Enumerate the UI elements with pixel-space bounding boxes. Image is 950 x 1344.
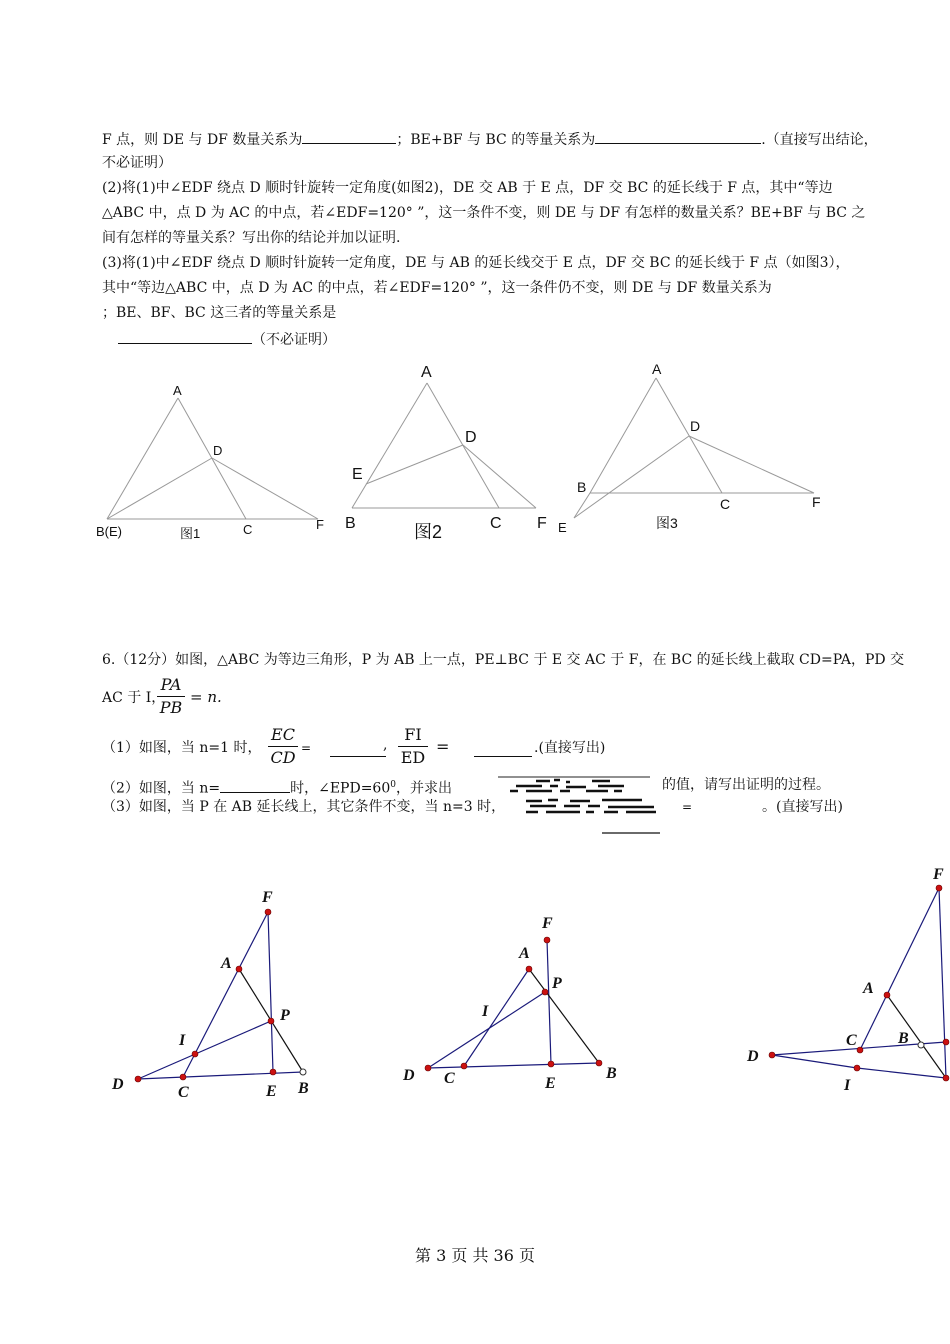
fig2-label-a: A [421, 364, 432, 381]
fraction-num: PA [160, 675, 182, 694]
figA-point-i [192, 1051, 198, 1057]
garbled-formula-image [496, 773, 652, 795]
q1-comma: , [383, 737, 388, 753]
figB-point-f [544, 937, 550, 943]
figC-label-c: C [846, 1032, 857, 1049]
fig1-label-d: D [213, 443, 223, 458]
p5-line-9-text: （不必证明） [252, 332, 336, 348]
fig2-side-ab [352, 383, 427, 508]
q1-prefix: （1）如图，当 n=1 时， [102, 740, 262, 756]
figures-part6 [0, 850, 950, 1110]
figB-label-d: D [403, 1067, 415, 1084]
fig3-label-c: C [720, 496, 731, 512]
p5-line-5: 间有怎样的等量关系？写出你的结论并加以证明. [102, 230, 401, 246]
q3-eq: = [682, 800, 693, 814]
figB-label-f: F [542, 915, 553, 932]
answer-blank [220, 778, 290, 793]
q1-eq2: = [436, 737, 450, 756]
figB-point-p [542, 989, 548, 995]
fig3-seg-df [689, 436, 814, 493]
figA-point-c [180, 1074, 186, 1080]
fraction-pa-pb [157, 675, 185, 718]
fig2-label-e: E [352, 466, 363, 483]
figB-label-b: B [606, 1065, 617, 1082]
p5-line-2: 不必证明） [102, 155, 172, 171]
fig1-label-be: B(E) [96, 524, 122, 539]
figA-point-p [268, 1018, 274, 1024]
figA-point-a [236, 966, 242, 972]
q1-eq1: = [301, 741, 312, 755]
figC-point-a [884, 992, 890, 998]
fig1-label-a: A [173, 383, 182, 398]
fraction-bar [398, 746, 428, 747]
figB-point-d [425, 1065, 431, 1071]
figC-label-i: I [844, 1077, 851, 1094]
fraction-eq-n: = n. [190, 688, 222, 706]
figC-point-right-mid [943, 1039, 949, 1045]
figA-line-db [138, 1072, 303, 1079]
figC-point-f [936, 885, 942, 891]
figures-1-3 [0, 0, 950, 560]
fraction-bar [157, 696, 185, 697]
figA-point-f [265, 909, 271, 915]
figC-line-di [772, 1055, 857, 1068]
p5-line-4: △ABC 中，点 D 为 AC 的中点，若∠EDF=120° ”，这一条件不变，则 DE 与 DF 有怎样的数量关系？BE+BF 与 BC 之 [102, 205, 866, 221]
fig2-label-d: D [465, 429, 477, 446]
fraction-bar [268, 746, 298, 747]
figB-line-db [428, 1063, 599, 1068]
p5-line-1a: F 点，则 DE 与 DF 数量关系为 [102, 132, 303, 148]
figA-label-d: D [112, 1076, 124, 1093]
fraction-den: ED [400, 748, 426, 767]
fig3-label-e: E [558, 520, 567, 535]
q2-angle: 时，∠EPD=60 [290, 780, 391, 797]
figB-label-i: I [482, 1003, 489, 1020]
figB-label-e: E [545, 1075, 556, 1092]
fig2-seg-df [463, 445, 536, 508]
q3-prefix: （3）如图，当 P 在 AB 延长线上，其它条件不变，当 n=3 时， [102, 799, 506, 815]
fig3-side-ab [590, 378, 656, 493]
answer-blank [330, 742, 386, 757]
answer-blank [474, 742, 532, 757]
figB-point-b [596, 1060, 602, 1066]
figC-point-b [918, 1042, 924, 1048]
q2-degree: 0 [390, 780, 396, 790]
figA-label-b: B [298, 1080, 309, 1097]
fig1-side-ab [107, 398, 178, 519]
figB-point-a [526, 966, 532, 972]
q2-line [102, 776, 452, 798]
figA-line-dp [138, 1021, 271, 1079]
fig1-caption: 图1 [180, 526, 201, 541]
fig2-label-b: B [345, 515, 356, 532]
fig2-label-f: F [537, 515, 547, 532]
figA-label-a: A [221, 955, 232, 972]
fraction-ec-cd [268, 725, 298, 768]
fig2-seg-de [366, 445, 463, 484]
figA-point-d [135, 1076, 141, 1082]
figC-point-right-low [943, 1075, 949, 1081]
fig3-caption: 图3 [656, 515, 678, 531]
q3-tail: 。(直接写出) [762, 799, 843, 815]
figC-label-d: D [747, 1048, 759, 1065]
fig2-label-c: C [490, 515, 502, 532]
figB-point-e [548, 1061, 554, 1067]
figA-label-e: E [266, 1083, 277, 1100]
fig1-seg-de [107, 458, 212, 519]
figB-line-fe [547, 940, 551, 1064]
q2-prefix: （2）如图，当 n= [102, 780, 221, 797]
fig3-label-a: A [652, 361, 662, 377]
figC-label-a: A [863, 980, 874, 997]
p6-line-1: 6.（12分）如图，△ABC 为等边三角形，P 为 AB 上一点，PE⊥BC 于 E 交 AC 于 F，在 BC 的延长线上截取 CD=PA，PD 交 [102, 652, 905, 668]
fig3-label-b: B [577, 479, 587, 495]
figC-point-c [857, 1047, 863, 1053]
figC-point-d [769, 1052, 775, 1058]
figB-line-ab [529, 969, 599, 1063]
fig1-label-f: F [316, 517, 324, 532]
figC-line-fc [860, 888, 939, 1050]
q2-tail: 的值，请写出证明的过程。 [662, 777, 830, 793]
fig3-ext-ab [574, 493, 590, 518]
fraction-den: PB [159, 698, 183, 717]
p5-line-1b: ；BE+BF 与 BC 的等量关系为 [396, 132, 596, 148]
figB-label-a: A [519, 945, 530, 962]
p5-line-8: ；BE、BF、BC 这三者的等量关系是 [102, 305, 337, 321]
fraction-num: FI [404, 725, 422, 744]
p5-line-6: (3)将(1)中∠EDF 绕点 D 顺时针旋转一定角度，DE 与 AB 的延长线交于 E 点，DF 交 BC 的延长线于 F 点（如图3）， [102, 255, 850, 271]
figA-label-i: I [179, 1032, 186, 1049]
fig3-side-ac [656, 378, 722, 493]
fraction-num: EC [271, 725, 295, 744]
figC-line-fe [939, 888, 946, 1078]
figA-label-f: F [262, 889, 273, 906]
figA-point-e [270, 1069, 276, 1075]
figA-label-p: P [280, 1007, 290, 1024]
figC-point-i [854, 1065, 860, 1071]
figC-line-ie [857, 1068, 946, 1078]
p5-line-1c: .（直接写出结论， [761, 132, 878, 148]
p6-line-2a: AC 于 I， [102, 690, 166, 706]
figB-line-ac [464, 969, 529, 1066]
figC-label-f: F [933, 866, 944, 883]
page-footer: 第 3 页 共 36 页 [415, 1246, 535, 1265]
figB-label-p: P [552, 975, 562, 992]
fig1-seg-df [212, 458, 318, 519]
fraction-den: CD [270, 748, 296, 767]
fig3-seg-de [574, 436, 689, 518]
garbled-formula-image [522, 795, 666, 835]
figA-line-fe [268, 912, 273, 1072]
figA-point-b [300, 1069, 306, 1075]
p5-line-3: (2)将(1)中∠EDF 绕点 D 顺时针旋转一定角度(如图2)，DE 交 AB 于 E 点，DF 交 BC 的延长线于 F 点，其中“等边 [102, 180, 833, 196]
figC-line-ab-ext [887, 995, 946, 1078]
figB-point-c [461, 1063, 467, 1069]
figB-label-c: C [444, 1070, 455, 1087]
p5-line-7: 其中“等边△ABC 中，点 D 为 AC 的中点，若∠EDF=120° ”，这一条件仍不变，则 DE 与 DF 数量关系为 [102, 280, 772, 296]
figC-label-b: B [898, 1030, 909, 1047]
fig1-label-c: C [243, 522, 253, 537]
figA-label-c: C [178, 1084, 189, 1101]
fraction-fi-ed [398, 725, 428, 768]
q1-tail: .(直接写出) [534, 740, 606, 756]
q2-find: ，并求出 [395, 780, 452, 797]
fig3-label-f: F [812, 494, 821, 510]
fig3-label-d: D [690, 418, 701, 434]
fig2-caption: 图2 [414, 522, 443, 542]
